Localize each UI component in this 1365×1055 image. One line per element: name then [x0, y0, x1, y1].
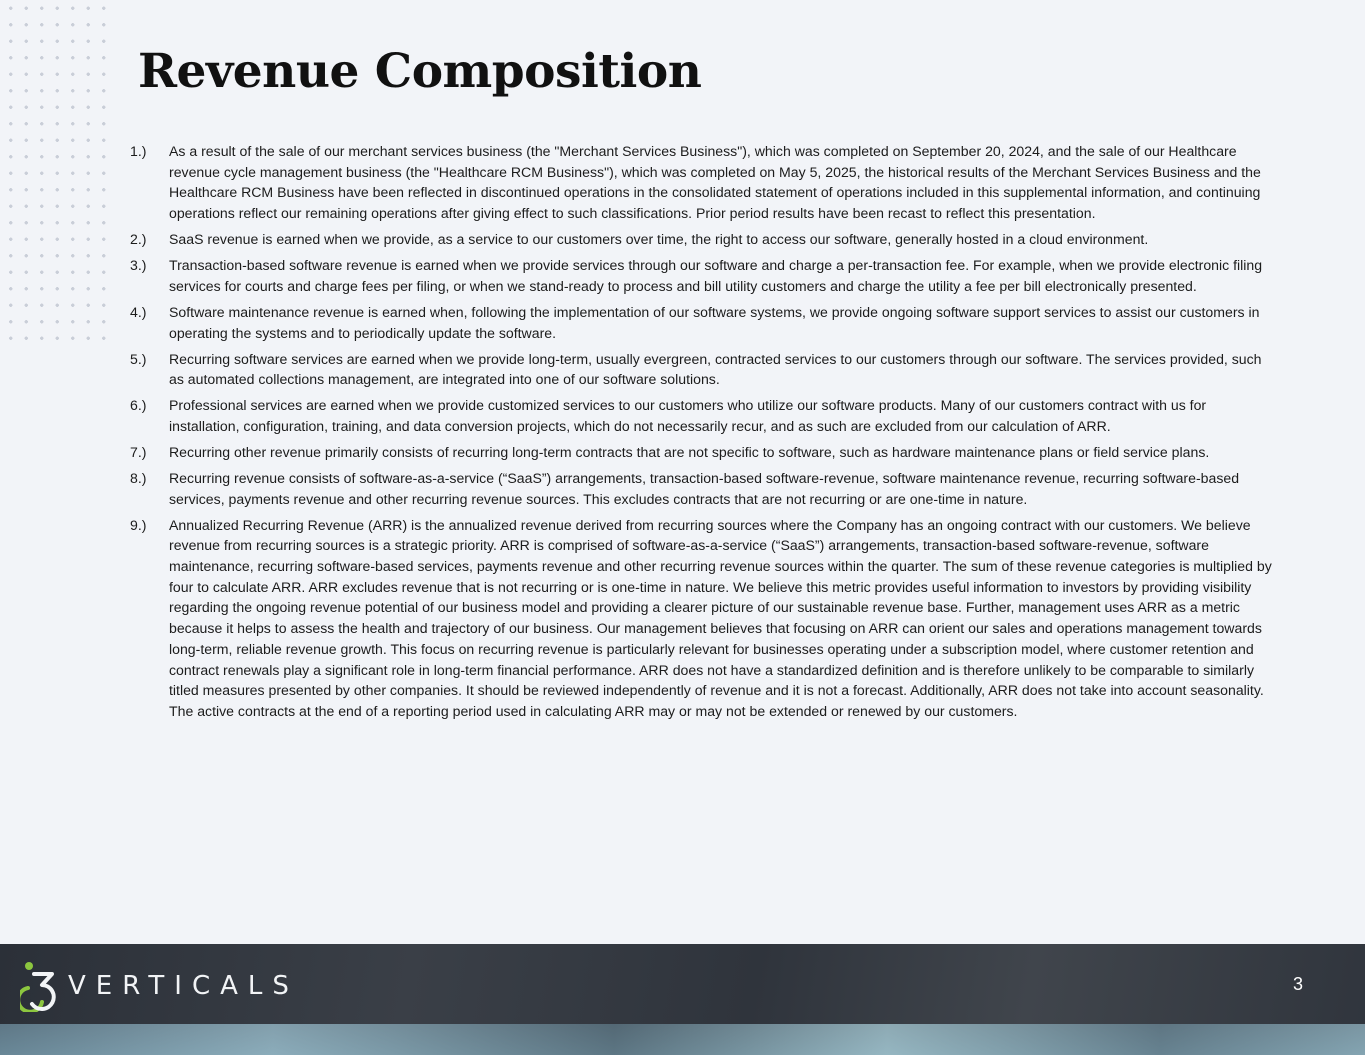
footnote-text: Transaction-based software revenue is earned when we provide services through our software and charge a per-transaction fee. For example, when we provide electronic filing services for courts and charge fees per filing, or when we stand-ready to process and bill utility customers and charge the utility a fee per bill electronically presented.	[169, 257, 1263, 294]
footnote-number: 6.)	[130, 397, 147, 414]
footnote-text: Software maintenance revenue is earned when, following the implementation of our software systems, we provide ongoing software support services to assist our customers in operating the systems and to periodically update the software.	[169, 303, 1260, 341]
footnote-number: 9.)	[130, 516, 147, 533]
footnote-item	[130, 302, 1280, 343]
footnote-item	[130, 515, 1280, 722]
footnote-number: 2.)	[130, 231, 147, 248]
company-logo	[20, 960, 299, 1012]
footnote-number: 4.)	[130, 303, 147, 320]
footnote-text: SaaS revenue is earned when we provide, as a service to our customers over time, the right to access our software, generally hosted in a cloud environment.	[169, 231, 1149, 248]
footnote-item	[130, 255, 1280, 296]
footnote-item	[130, 141, 1280, 224]
footnote-text: Recurring revenue consists of software-as-a-service (“SaaS”) arrangements, transaction-based software-revenue, software maintenance revenue, recurring software-based services, payments revenue and other recurring revenue sources. This excludes contracts that are not recurring or are one-time in nature.	[169, 469, 1240, 507]
footnotes-list	[130, 141, 1280, 727]
footnote-text: Professional services are earned when we provide customized services to our customers who utilize our software products. Many of our customers contract with us for installation, configuration, training, and data conversion projects, which do not necessarily recur, and as such are excluded from our calculation of ARR.	[169, 397, 1207, 434]
footnote-number: 8.)	[130, 469, 147, 486]
footnote-item	[130, 349, 1280, 390]
footnote-item	[130, 468, 1280, 509]
footer-bar	[0, 944, 1365, 1055]
footnote-item	[130, 442, 1280, 463]
footnote-number: 5.)	[130, 350, 147, 367]
footer-background-image	[0, 1024, 1365, 1055]
footnote-number: 1.)	[130, 143, 147, 159]
footnote-item	[130, 395, 1280, 436]
i3-logo-icon	[20, 960, 62, 1012]
footnote-text: Annualized Recurring Revenue (ARR) is the annualized revenue derived from recurring sources where the Company has an ongoing contract with our customers. We believe revenue from recurring sources is a strategic priority. ARR is comprised of software-as-a-service (“SaaS”) arrangements, transaction-based software-revenue, software maintenance, recurring software-based services, payments revenue and other recurring revenue sources within the quarter. The sum of these revenue categories is multiplied by four to calculate ARR. ARR excludes revenue that is not recurring or is one-time in nature. We believe this metric provides useful information to investors by providing visibility regarding the ongoing revenue potential of our business model and providing a clearer picture of our sustainable revenue base. Further, management uses ARR as a metric because it helps to assess the health and trajectory of our business. Our management believes that focusing on ARR can orient our sales and operations management towards long-term, reliable revenue growth. This focus on recurring revenue is particularly relevant for businesses operating under a subscription model, where customer retention and contract renewals play a significant role in long-term financial performance. ARR does not have a standardized definition and is therefore unlikely to be comparable to similarly titled measures presented by other companies. It should be reviewed independently of revenue and it is not a forecast. Additionally, ARR does not take into account seasonality. The active contracts at the end of a reporting period used in calculating ARR may or may not be extended or renewed by our customers.	[169, 516, 1272, 719]
footnote-item	[130, 229, 1280, 250]
dot-grid-decoration	[0, 0, 112, 350]
footnote-text: As a result of the sale of our merchant services business (the "Merchant Services Business"), which was completed on September 20, 2024, and the sale of our Healthcare revenue cycle management business (the "Healthcare RCM Business"), which was completed on May 5, 2025, the historical results of the Merchant Services Business and the Healthcare RCM Business have been reflected in discontinued operations in the consolidated statement of operations included in this supplemental information, and continuing operations reflect our remaining operations after giving effect to such classifications. Prior period results have been recast to reflect this presentation.	[169, 143, 1261, 222]
footnote-number: 7.)	[130, 443, 147, 460]
footnote-text: Recurring software services are earned when we provide long-term, usually evergreen, contracted services to our customers through our software. The services provided, such as automated collections management, are integrated into one of our software solutions.	[169, 350, 1262, 388]
logo-wordmark: VERTICALS	[68, 971, 299, 1001]
footnote-text: Recurring other revenue primarily consists of recurring long-term contracts that are not specific to software, such as hardware maintenance plans or field service plans.	[169, 443, 1210, 460]
footnote-number: 3.)	[130, 257, 147, 274]
page-title: Revenue Composition	[138, 44, 702, 99]
page-number: 3	[1292, 974, 1303, 994]
